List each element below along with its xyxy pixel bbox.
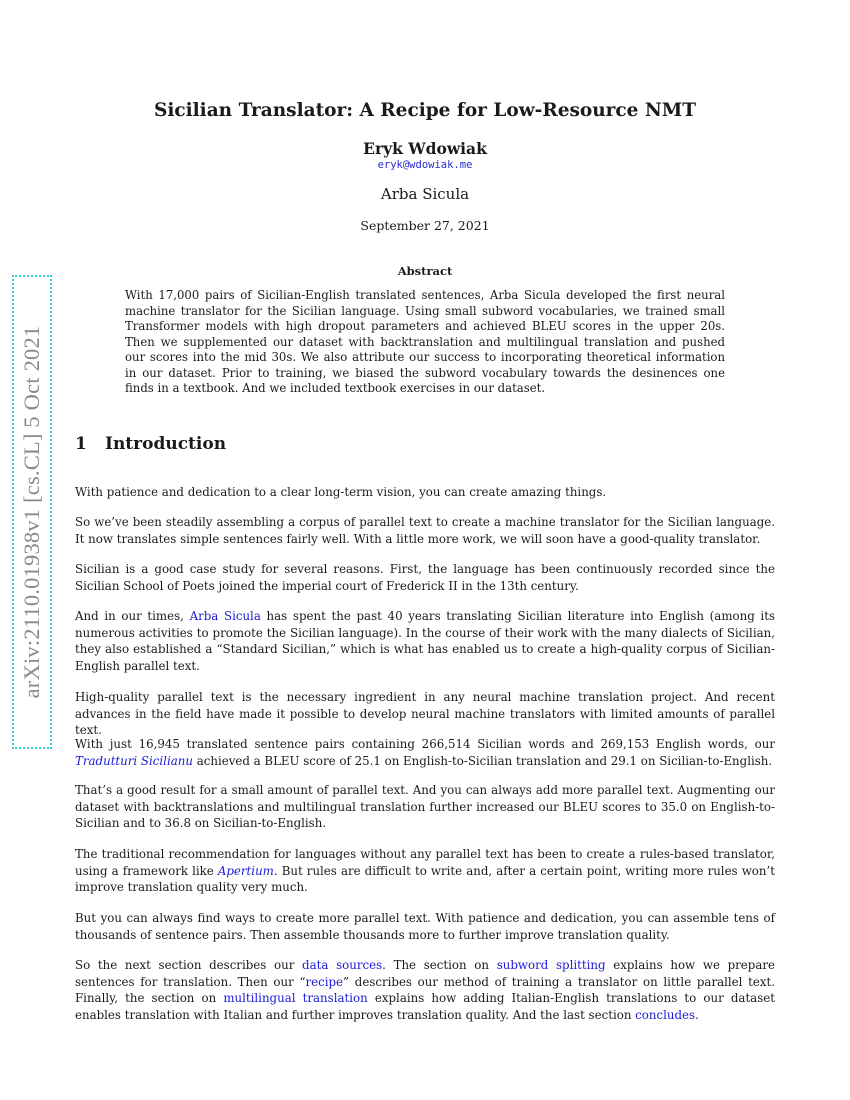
paragraph-10-text: So the next section describes our (75, 958, 303, 972)
arxiv-stamp (12, 275, 52, 749)
paragraph-10-text-e: explains how adding Italian-English translations to our dataset enables translation with Italian and further improves translation quality. And the last section (75, 991, 775, 1022)
paragraph-10-text-c: explains how we prepare sentences for translation. Then our “ (75, 958, 775, 989)
paragraph-4-text-cont: has spent the past 40 years translating Sicilian literature into English (among its numerous activities to promote the Sicilian language). In the course of their work with the many dialects of Sicilian, they also established a “Standard Sicilian,” which is what has enabled us to create a high-quality corpus of Sicilian-English parallel text. (75, 609, 776, 673)
paragraph-5: High-quality parallel text is the necessary ingredient in any neural machine translation project. And recent advances in the field have made it possible to develop neural machine translators with limited amounts of parallel text. (75, 690, 775, 737)
arba-sicula-link[interactable]: Arba Sicula (189, 609, 261, 623)
author-organization: Arba Sicula (380, 185, 470, 203)
paragraph-8-text-cont: . But rules are difficult to write and, after a certain point, writing more rules won’t improve translation quality very much. (75, 863, 775, 894)
paragraph-2: So we’ve been steadily assembling a corpus of parallel text to create a machine translator for the Sicilian language. It now translates simple sentences fairly well. With a little more work, we will soon have a good-quality translator. (75, 515, 775, 546)
section-title: Introduction (105, 434, 227, 454)
abstract-heading: Abstract (397, 264, 453, 278)
paper-date: September 27, 2021 (360, 218, 490, 233)
paragraph-9: But you can always find ways to create more parallel text. With patience and dedication, you can assemble tens of thousands of sentence pairs. Then assemble thousands more to further improve translation quality. (75, 911, 775, 942)
paragraph-4-text: And in our times, (75, 609, 190, 623)
paragraph-10-text-d: ” describes our method of training a translator on little parallel text. Finally, the section on (75, 974, 776, 1005)
paragraph-7: That’s a good result for a small amount of parallel text. And you can always add more parallel text. Augmenting our dataset with backtranslations and multilingual translation further increased our BLEU scores to 35.0 on English-to-Sicilian and to 36.8 on Sicilian-to-English. (75, 783, 775, 830)
author-name: Eryk Wdowiak (363, 139, 487, 158)
paragraph-10 (75, 957, 775, 1023)
paragraph-6-text-cont: achieved a BLEU score of 25.1 on English-to-Sicilian translation and 29.1 on Sicilian-to-English. (192, 753, 773, 768)
paragraph-3: Sicilian is a good case study for several reasons. First, the language has been continuously recorded since the Sicilian School of Poets joined the imperial court of Frederick II in the 13th century. (75, 562, 775, 593)
paragraph-6 (75, 736, 775, 769)
multilingual-translation-link[interactable]: multilingual translation (223, 991, 368, 1005)
paragraph-6-text: With just 16,945 translated sentence pairs containing 266,514 Sicilian words and 269,153 English words, our (75, 737, 775, 751)
paragraph-4 (75, 608, 775, 674)
section-number: 1 (75, 434, 87, 454)
subword-splitting-link[interactable]: subword splitting (496, 958, 606, 972)
concludes-link[interactable]: concludes (635, 1007, 696, 1022)
paragraph-10-text-f: . (695, 1007, 699, 1022)
paragraph-1: With patience and dedication to a clear long-term vision, you can create amazing things. (75, 485, 607, 499)
tradutturi-sicilianu-link[interactable]: Tradutturi Sicilianu (75, 753, 193, 768)
apertium-link[interactable]: Apertium (217, 863, 274, 878)
recipe-link[interactable]: recipe (305, 974, 344, 989)
author-email[interactable]: eryk@wdowiak.me (377, 159, 473, 171)
paragraph-10-text-b: . The section on (382, 958, 497, 972)
paragraph-8-text: The traditional recommendation for languages without any parallel text has been to create a rules-based translator, using a framework like (75, 847, 775, 878)
paragraph-8 (75, 846, 775, 896)
paper-title: Sicilian Translator: A Recipe for Low-Resource NMT (153, 100, 697, 121)
data-sources-link[interactable]: data sources (302, 958, 383, 972)
arxiv-id: arXiv:2110.01938v1 [cs.CL] 5 Oct 2021 (19, 325, 44, 699)
abstract-text: With 17,000 pairs of Sicilian-English translated sentences, Arba Sicula developed the first neural machine translator for the Sicilian language. Using small subword vocabularies, we trained small Transformer models with high dropout parameters and achieved BLEU scores in the upper 20s. Then we supplemented our dataset with backtranslation and multilingual translation and pushed our scores into the mid 30s. We also attribute our success to incorporating theoretical information in our dataset. Prior to training, we biased the subword vocabulary towards the desinences one finds in a textbook. And we included textbook exercises in our dataset. (125, 288, 725, 395)
